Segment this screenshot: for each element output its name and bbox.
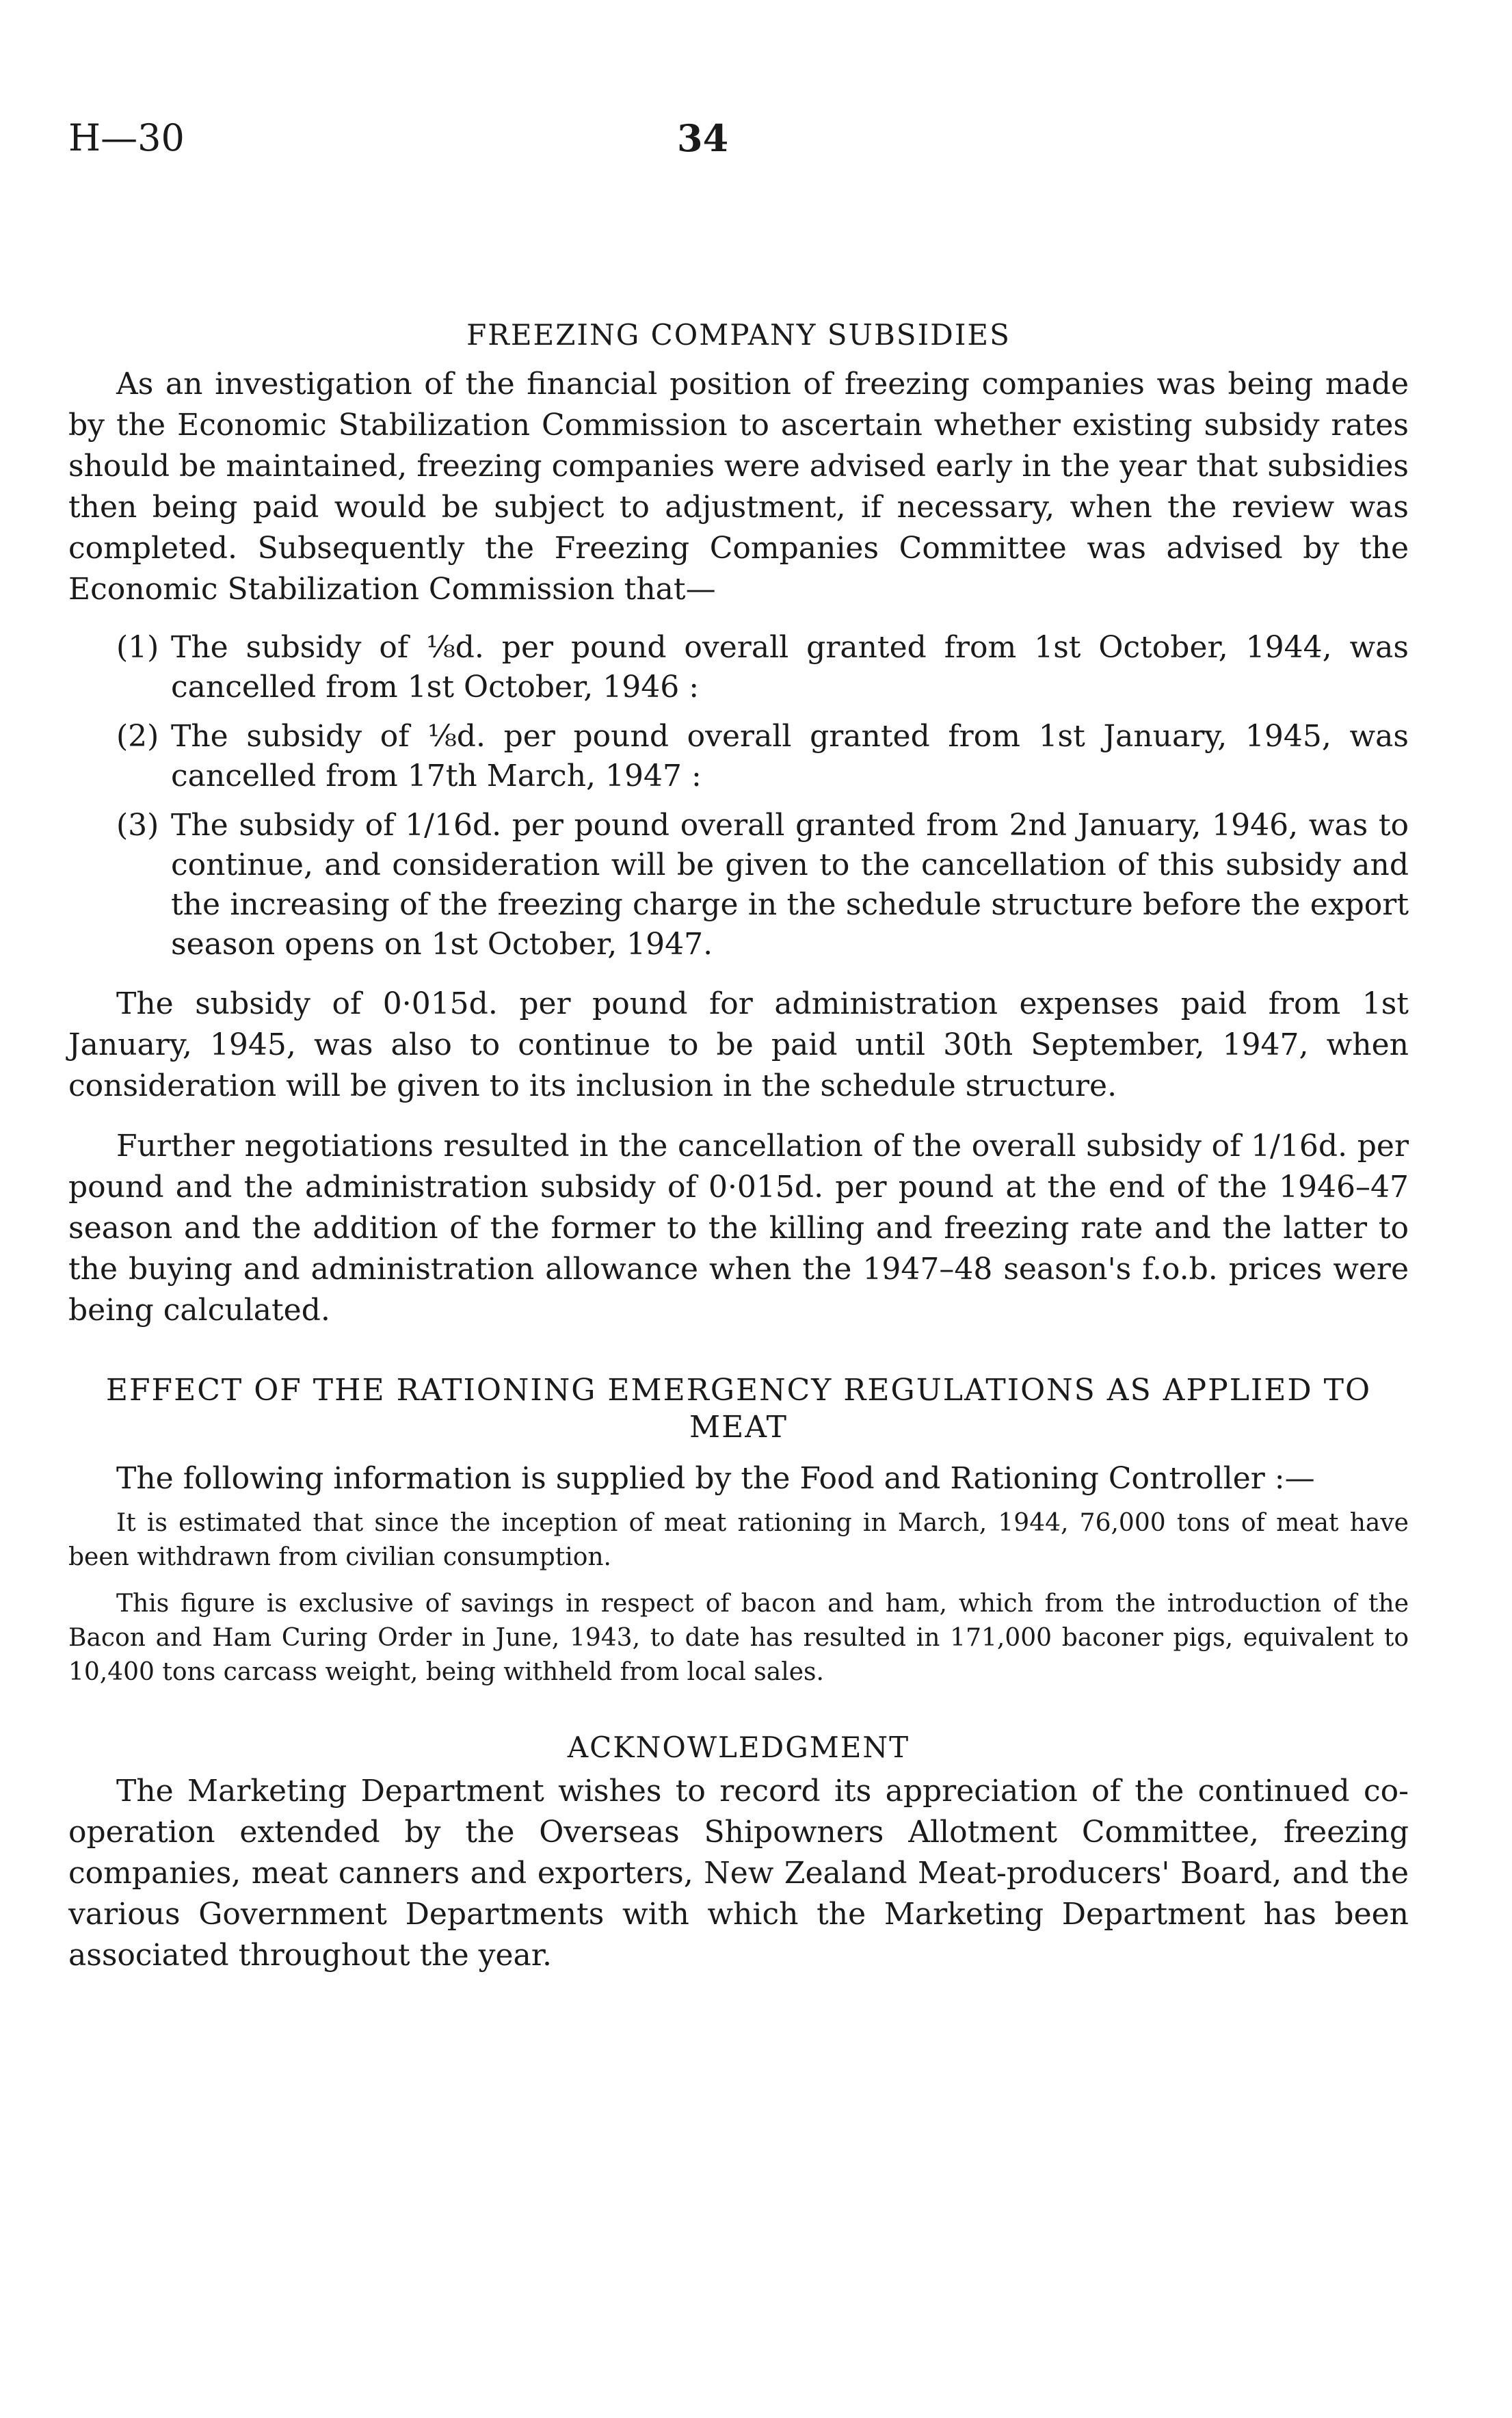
list-item-number: (3) xyxy=(116,808,159,843)
section-title-freezing-subsidies: FREEZING COMPANY SUBSIDIES xyxy=(466,318,1011,352)
paragraph: As an investigation of the financial position of freezing companies was being made by the Economic Stabilization Commission to ascertain whether existing subsidy rates should be maintained, freezing companies were advised early in the year that subsidies then being paid would be subject to adjustment, if necessary, when the review was completed. Subsequently the Freezing Companies Committee was advised by the Economic Stabilization Commission that— xyxy=(68,367,1409,607)
list-item xyxy=(68,717,1409,796)
paragraph: Further negotiations resulted in the cancellation of the overall subsidy of 1/16d. per pound and the administration subsidy of 0·015d. per pound at the end of the 1946–47 season and the addition of the former to the killing and freezing rate and the latter to the buying and administration allowance when the 1947–48 season's f.o.b. prices were being calculated. xyxy=(68,1129,1409,1328)
paragraph: This figure is exclusive of savings in respect of bacon and ham, which from the introduction of the Bacon and Ham Curing Order in June, 1943, to date has resulted in 171,000 baconer pigs, equivalent to 10,400 tons carcass weight, being withheld from local sales. xyxy=(68,1590,1409,1686)
paragraph: The following information is supplied by the Food and Rationing Controller :— xyxy=(116,1461,1315,1496)
section-title-rationing-effect: EFFECT OF THE RATIONING EMERGENCY REGULATIONS AS APPLIED TO MEAT xyxy=(105,1373,1372,1445)
subsidy-list xyxy=(68,628,1409,964)
list-item xyxy=(68,628,1409,707)
section-title-acknowledgment: ACKNOWLEDGMENT xyxy=(567,1731,910,1764)
paragraph: It is estimated that since the inception of meat rationing in March, 1944, 76,000 tons of meat have been withdrawn from civilian consumption. xyxy=(68,1509,1409,1571)
document-code: H—30 xyxy=(68,116,185,159)
list-item-text: The subsidy of ⅛d. per pound overall granted from 1st October, 1944, was cancelled from 1st October, 1946 : xyxy=(171,630,1409,705)
page-content xyxy=(68,318,1409,1976)
list-item-text: The subsidy of ⅛d. per pound overall granted from 1st January, 1945, was cancelled from 17th March, 1947 : xyxy=(171,719,1409,793)
paragraph: The Marketing Department wishes to record its appreciation of the continued co-operation extended by the Overseas Shipowners Allotment Committee, freezing companies, meat canners and exporters, New Zealand Meat-producers' Board, and the various Government Departments with which the Marketing Department has been associated throughout the year. xyxy=(68,1774,1409,1973)
list-item xyxy=(68,806,1409,964)
list-item-number: (1) xyxy=(116,630,159,665)
list-item-text: The subsidy of 1/16d. per pound overall granted from 2nd January, 1946, was to continue, and consideration will be given to the cancellation of this subsidy and the increasing of the freezing charge in the schedule structure before the export season opens on 1st October, 1947. xyxy=(171,808,1409,962)
list-item-number: (2) xyxy=(116,719,159,754)
page-number: 34 xyxy=(677,116,729,160)
paragraph: The subsidy of 0·015d. per pound for administration expenses paid from 1st January, 1945, was also to continue to be paid until 30th September, 1947, when consideration will be given to its inclusion in the schedule structure. xyxy=(68,986,1409,1103)
